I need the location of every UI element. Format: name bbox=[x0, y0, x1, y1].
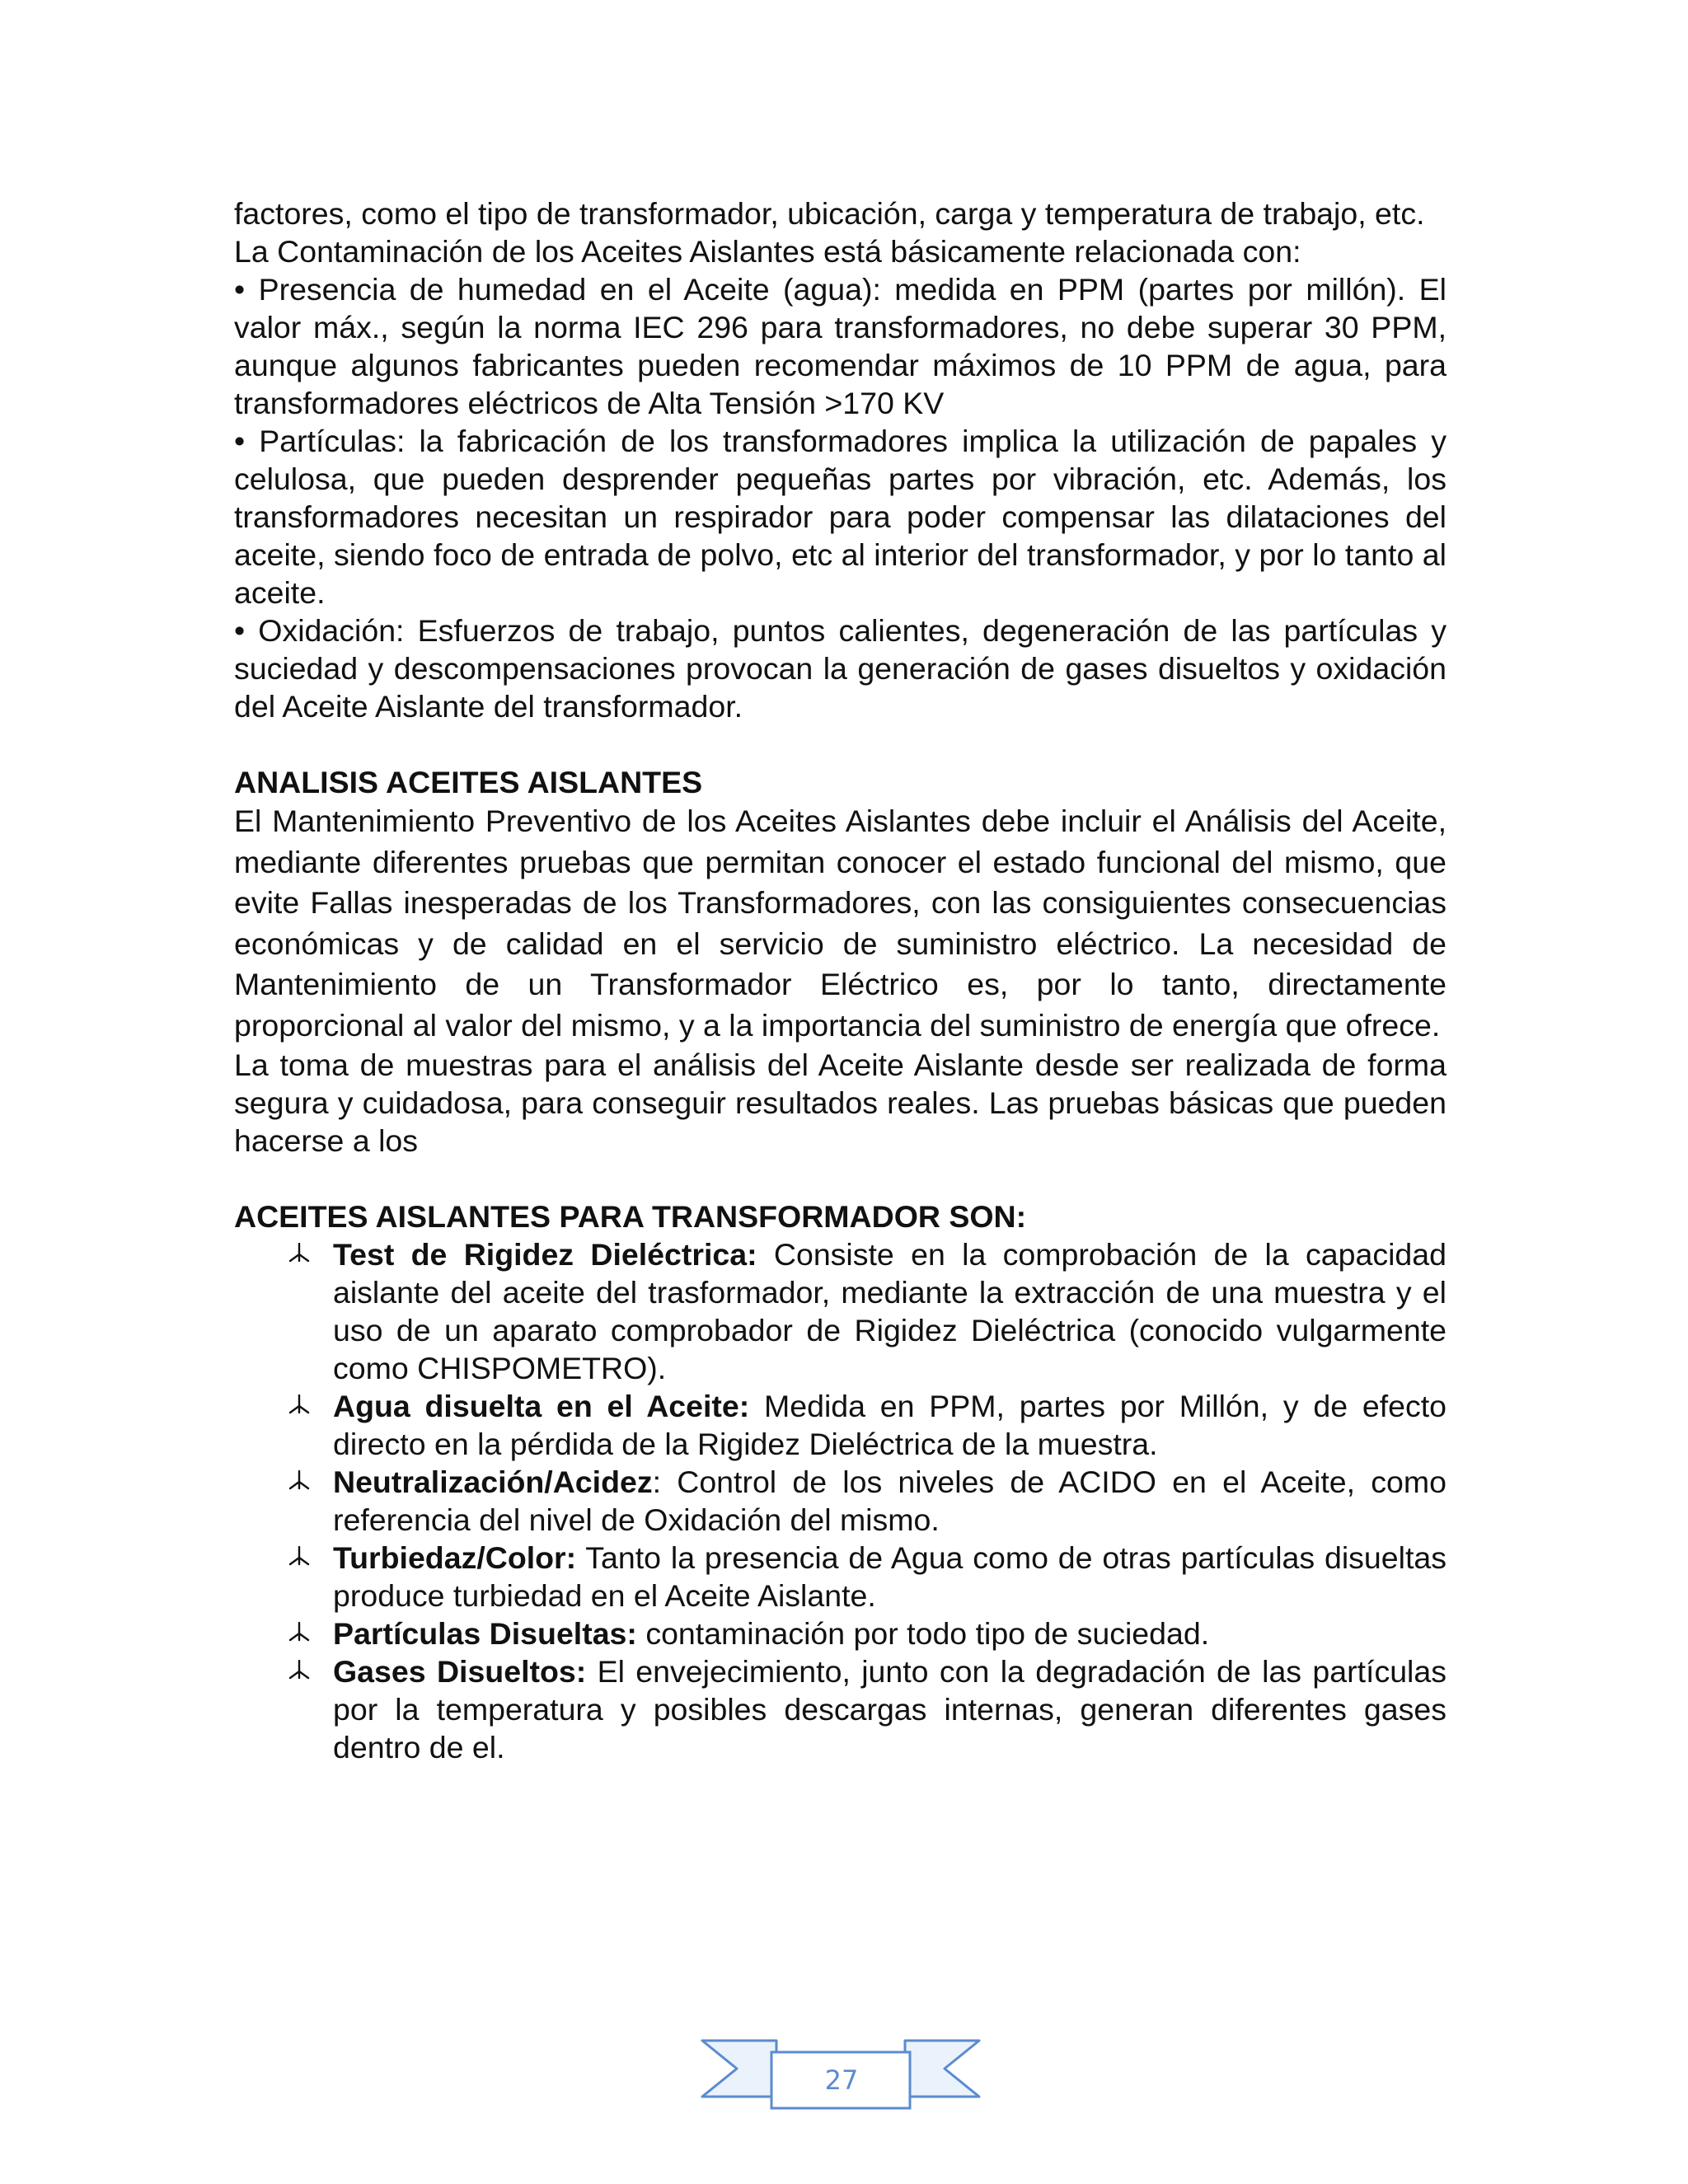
list-item bbox=[234, 1615, 1447, 1652]
bullet-arrow-icon bbox=[288, 1546, 310, 1566]
particles-paragraph: • Partículas: la fabricación de los transformadores implica la utilización de papales y celulosa, que pueden desprender pequeñas partes por vibración, etc. Además, los transformadores necesitan un respirador para poder compensar las dilataciones del aceite, siendo foco de entrada de polvo, etc al interior del transformador, y por lo tanto al aceite. bbox=[234, 424, 1447, 610]
analysis-section bbox=[234, 763, 1447, 1160]
bullet-arrow-icon bbox=[288, 1394, 310, 1414]
humidity-paragraph: • Presencia de humedad en el Aceite (agua): medida en PPM (partes por millón). El valor máx., según la norma IEC 296 para transformadores, no debe superar 30 PPM, aunque algunos fabricantes pueden recomendar máximos de 10 PPM de agua, para transformadores eléctricos de Alta Tensión >170 KV bbox=[234, 272, 1447, 420]
page-content bbox=[234, 194, 1447, 1766]
test-term: Neutralización/Acidez bbox=[333, 1465, 653, 1499]
test-description: Medida en PPM, partes por Millón, y de efecto directo en la pérdida de la Rigidez Dieléctrica de la muestra. bbox=[333, 1389, 1447, 1461]
intro-paragraph: factores, como el tipo de transformador, ubicación, carga y temperatura de trabajo, etc. bbox=[234, 196, 1425, 231]
bullet-arrow-icon bbox=[288, 1660, 310, 1680]
test-term: Gases Disueltos: bbox=[333, 1654, 587, 1689]
ribbon-right-tail bbox=[905, 2041, 979, 2097]
list-item bbox=[234, 1235, 1447, 1387]
test-description: contaminación por todo tipo de suciedad. bbox=[636, 1616, 1210, 1651]
tests-section bbox=[234, 1197, 1447, 1766]
list-item bbox=[234, 1387, 1447, 1463]
test-description: Consiste en la comprobación de la capacidad aislante del aceite del trasformador, mediante la extracción de una muestra y el uso de un aparato comprobador de Rigidez Dieléctrica (conocido vulgarmente como CHISPOMETRO). bbox=[333, 1237, 1447, 1385]
test-description: : Control de los niveles de ACIDO en el Aceite, como referencia del nivel de Oxidación del mismo. bbox=[333, 1465, 1447, 1537]
list-item bbox=[234, 1539, 1447, 1615]
tests-list bbox=[234, 1235, 1447, 1766]
test-term: Agua disuelta en el Aceite: bbox=[333, 1389, 750, 1423]
bullet-arrow-icon bbox=[288, 1243, 310, 1263]
page-number: 27 bbox=[824, 2064, 859, 2096]
test-description: Tanto la presencia de Agua como de otras partículas disueltas produce turbiedad en el Aceite Aislante. bbox=[333, 1540, 1447, 1613]
analysis-paragraph: El Mantenimiento Preventivo de los Aceites Aislantes debe incluir el Análisis del Aceite, mediante diferentes pruebas que permitan conocer el estado funcional del mismo, que evite Fallas inesperadas de los Transformadores, con las consiguientes consecuencias económicas y de calidad en el servicio de suministro eléctrico. La necesidad de Mantenimiento de un Transformador Eléctrico es, por lo tanto, directamente proporcional al valor del mismo, y a la importancia del suministro de energía que ofrece. bbox=[234, 804, 1447, 1043]
list-item bbox=[234, 1652, 1447, 1766]
analysis-heading: ANALISIS ACEITES AISLANTES bbox=[234, 765, 703, 799]
bullet-arrow-icon bbox=[288, 1622, 310, 1642]
test-term: Partículas Disueltas: bbox=[333, 1616, 637, 1651]
tests-heading: ACEITES AISLANTES PARA TRANSFORMADOR SON: bbox=[234, 1199, 1027, 1234]
test-description: El envejecimiento, junto con la degradación de las partículas por la temperatura y posibles descargas internas, generan diferentes gases dentro de el. bbox=[333, 1654, 1447, 1765]
sampling-paragraph: La toma de muestras para el análisis del Aceite Aislante desde ser realizada de forma segura y cuidadosa, para conseguir resultados reales. Las pruebas básicas que pueden hacerse a los bbox=[234, 1047, 1447, 1158]
list-item bbox=[234, 1463, 1447, 1539]
test-term: Turbiedaz/Color: bbox=[333, 1540, 577, 1575]
oxidation-paragraph: • Oxidación: Esfuerzos de trabajo, puntos calientes, degeneración de las partículas y suciedad y descompensaciones provocan la generación de gases disueltos y oxidación del Aceite Aislante del transformador. bbox=[234, 613, 1447, 724]
intro-paragraph: La Contaminación de los Aceites Aislantes está básicamente relacionada con: bbox=[234, 234, 1301, 269]
ribbon-left-tail bbox=[702, 2041, 776, 2097]
test-term: Test de Rigidez Dieléctrica: bbox=[333, 1237, 757, 1272]
bullet-arrow-icon bbox=[288, 1470, 310, 1490]
